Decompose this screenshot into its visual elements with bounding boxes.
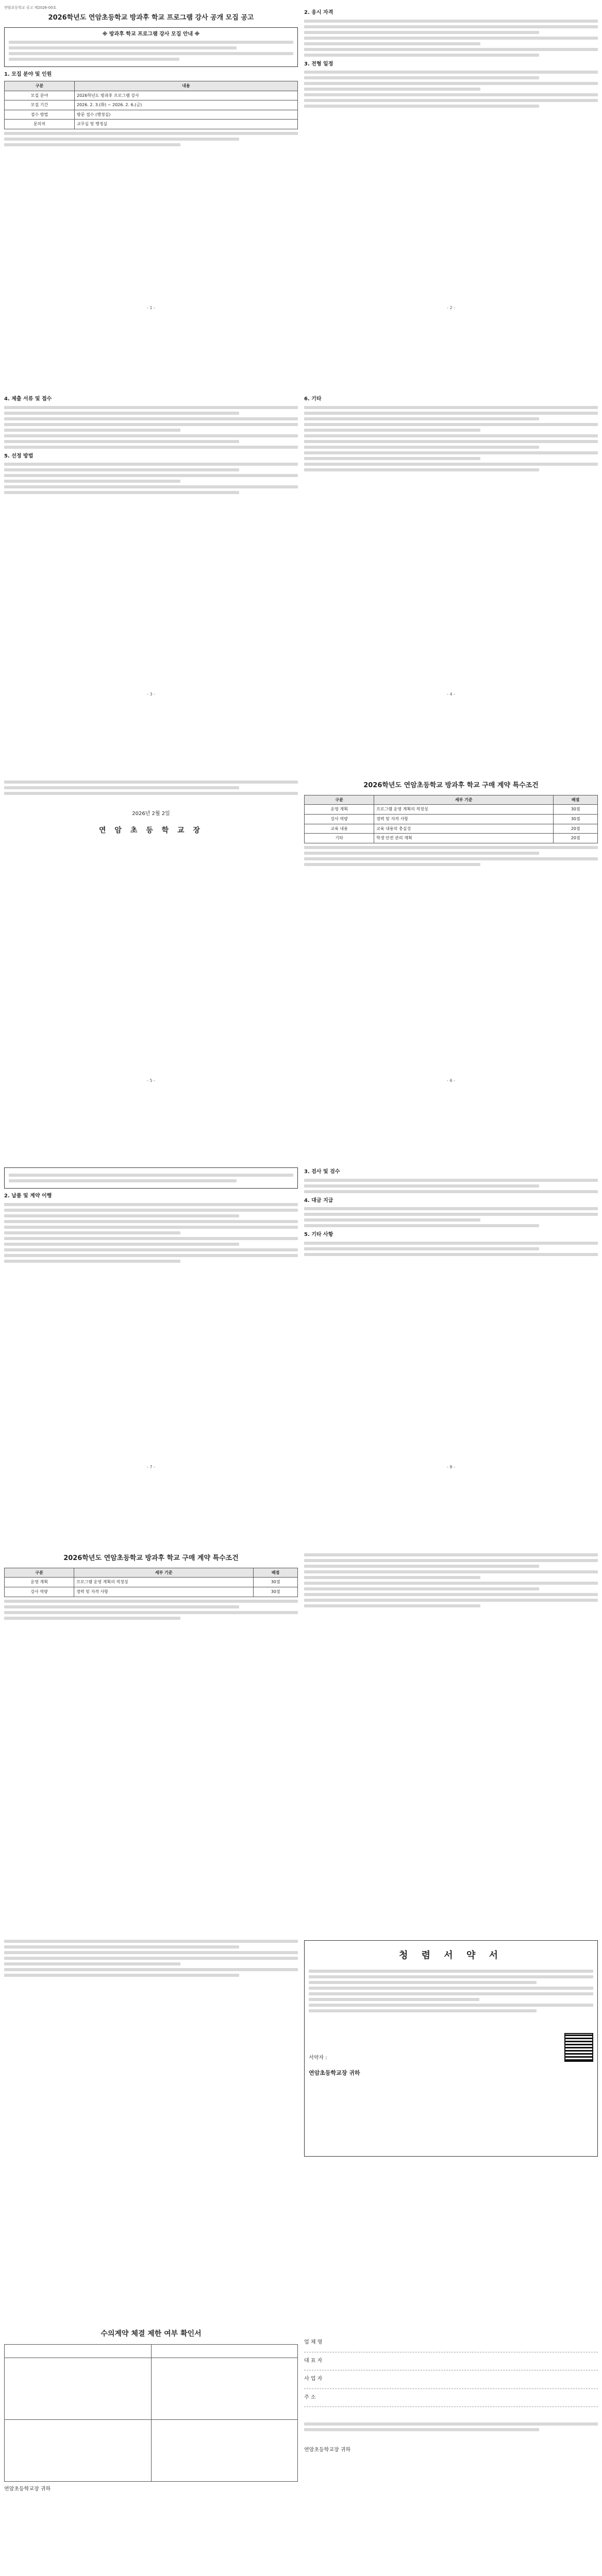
notice-header: 연암초등학교 공고 제2026-00호 <box>4 6 57 10</box>
spec-box <box>4 1167 298 1189</box>
table-cell: 30점 <box>554 815 598 824</box>
table-cell: 20점 <box>554 834 598 843</box>
table-cell <box>151 2345 298 2358</box>
table-cell: 운영 계획 <box>5 1578 74 1587</box>
field-label: 업 체 명 <box>304 2340 323 2345</box>
spec-page-4 <box>4 1551 298 1860</box>
table-cell: 강사 역량 <box>5 1587 74 1597</box>
field-label: 주 소 <box>304 2394 316 2400</box>
table-cell: 모집 분야 <box>5 91 75 100</box>
section-heading: 3. 검사 및 검수 <box>304 1169 340 1175</box>
table-row <box>5 1587 298 1597</box>
table-row <box>5 1578 298 1587</box>
table-cell <box>151 2358 298 2420</box>
spec-page-6 <box>4 1937 298 2246</box>
qr-code-icon <box>564 2033 593 2062</box>
table-cell: 교무실 및 행정실 <box>74 120 297 129</box>
table-header: 구분 <box>305 795 374 805</box>
notice-box-title: ※ 방과후 학교 프로그램 강사 모집 안내 ※ <box>102 31 200 37</box>
table-cell <box>5 2345 152 2358</box>
table-row <box>5 120 298 129</box>
page-number: - 2 - <box>447 306 455 311</box>
table-row <box>305 805 598 815</box>
table-cell: 30점 <box>254 1587 298 1597</box>
notice-date: 2026년 2월 2일 <box>132 811 170 817</box>
notice-page-3 <box>4 392 298 701</box>
page-number: - 7 - <box>147 1465 155 1470</box>
notice-title: 2026학년도 연암초등학교 방과후 학교 프로그램 강사 공개 모집 공고 <box>48 14 254 22</box>
table-cell: 2026학년도 방과후 프로그램 강사 <box>74 91 297 100</box>
spec-page-2 <box>4 1164 298 1473</box>
table-header: 구분 <box>5 1568 74 1578</box>
notice-page-2 <box>304 5 598 314</box>
section-heading: 5. 기타 사항 <box>304 1232 333 1238</box>
table-cell <box>5 2358 152 2420</box>
table-cell: 경력 및 자격 사항 <box>74 1587 254 1597</box>
spec-page-3 <box>304 1164 598 1473</box>
table-header: 구분 <box>5 81 75 91</box>
form-fields-page <box>304 2324 598 2576</box>
page-number: - 1 - <box>147 306 155 311</box>
table-header: 배점 <box>554 795 598 805</box>
section-heading: 4. 대금 지급 <box>304 1197 333 1204</box>
table-cell: 교육 내용의 충실성 <box>374 824 554 834</box>
form-page <box>4 2324 298 2576</box>
oath-title: 청 렴 서 약 서 <box>398 1950 503 1961</box>
page-number: - 4 - <box>447 692 455 697</box>
spec-title: 2026학년도 연암초등학교 방과후 학교 구매 계약 특수조건 <box>363 782 539 789</box>
field-label: 사 업 자 <box>304 2376 323 2382</box>
page-number: - 3 - <box>147 692 155 697</box>
recruit-table <box>4 81 298 129</box>
form-field-row <box>304 2334 598 2352</box>
field-label: 대 표 자 <box>304 2358 323 2364</box>
table-header: 배점 <box>254 1568 298 1578</box>
section-heading: 2. 응시 자격 <box>304 10 333 15</box>
oath-page <box>304 1937 598 2246</box>
table-cell: 교육 내용 <box>305 824 374 834</box>
form-field-row <box>304 2370 598 2389</box>
notice-box <box>4 27 298 67</box>
table-cell: 20점 <box>554 824 598 834</box>
table-cell: 모집 기간 <box>5 100 75 110</box>
table-cell: 30점 <box>254 1578 298 1587</box>
form-title: 수의계약 체결 제한 여부 확인서 <box>101 2330 202 2338</box>
table-row <box>5 91 298 100</box>
page-number: - 5 - <box>147 1078 155 1083</box>
table-cell: 강사 역량 <box>305 815 374 824</box>
table-row <box>5 100 298 110</box>
table-cell: 방문 접수 (행정실) <box>74 110 297 120</box>
page-number: - 8 - <box>447 1465 455 1470</box>
spec-table <box>304 795 598 843</box>
table-row <box>5 110 298 120</box>
section-heading: 3. 전형 일정 <box>304 61 333 67</box>
section-heading: 2. 납품 및 계약 이행 <box>4 1193 52 1199</box>
section-heading: 4. 제출 서류 및 접수 <box>4 396 52 402</box>
section-heading: 1. 모집 분야 및 인원 <box>4 72 52 78</box>
table-cell: 접수 방법 <box>5 110 75 120</box>
table-row <box>305 834 598 843</box>
spec-table-2 <box>4 1568 298 1597</box>
table-row <box>305 815 598 824</box>
oath-signer: 서약자 : <box>309 2055 327 2061</box>
section-heading: 5. 선정 방법 <box>4 453 34 459</box>
table-cell: 프로그램 운영 계획의 적정성 <box>374 805 554 815</box>
table-header: 세부 기준 <box>74 1568 254 1578</box>
form-table <box>4 2344 298 2482</box>
table-row <box>305 824 598 834</box>
form-field-row <box>304 2352 598 2371</box>
oath-school: 연암초등학교장 귀하 <box>309 2070 360 2077</box>
table-cell: 30점 <box>554 805 598 815</box>
school-signature: 연 암 초 등 학 교 장 <box>99 826 203 835</box>
table-cell: 문의처 <box>5 120 75 129</box>
notice-page-1 <box>4 5 298 314</box>
spec-title-2: 2026학년도 연암초등학교 방과후 학교 구매 계약 특수조건 <box>63 1554 239 1562</box>
notice-page-4 <box>304 392 598 701</box>
table-header: 내용 <box>74 81 297 91</box>
spec-page-5 <box>304 1551 598 1860</box>
table-cell: 운영 계획 <box>305 805 374 815</box>
page-number: - 6 - <box>447 1078 455 1083</box>
table-cell <box>151 2420 298 2482</box>
table-header: 세부 기준 <box>374 795 554 805</box>
form-fields-school: 연암초등학교장 귀하 <box>304 2447 351 2453</box>
table-cell <box>5 2420 152 2482</box>
table-cell: 프로그램 운영 계획의 적정성 <box>74 1578 254 1587</box>
table-cell: 2026. 2. 3.(화) ~ 2026. 2. 6.(금) <box>74 100 297 110</box>
form-field-row <box>304 2389 598 2408</box>
notice-page-5 <box>4 778 298 1087</box>
table-cell: 학생 안전 관리 계획 <box>374 834 554 843</box>
table-cell: 경력 및 자격 사항 <box>374 815 554 824</box>
form-school: 연암초등학교장 귀하 <box>4 2486 51 2493</box>
section-heading: 6. 기타 <box>304 396 322 402</box>
table-cell: 기타 <box>305 834 374 843</box>
oath-box <box>304 1940 598 2157</box>
spec-page-1 <box>304 778 598 1087</box>
